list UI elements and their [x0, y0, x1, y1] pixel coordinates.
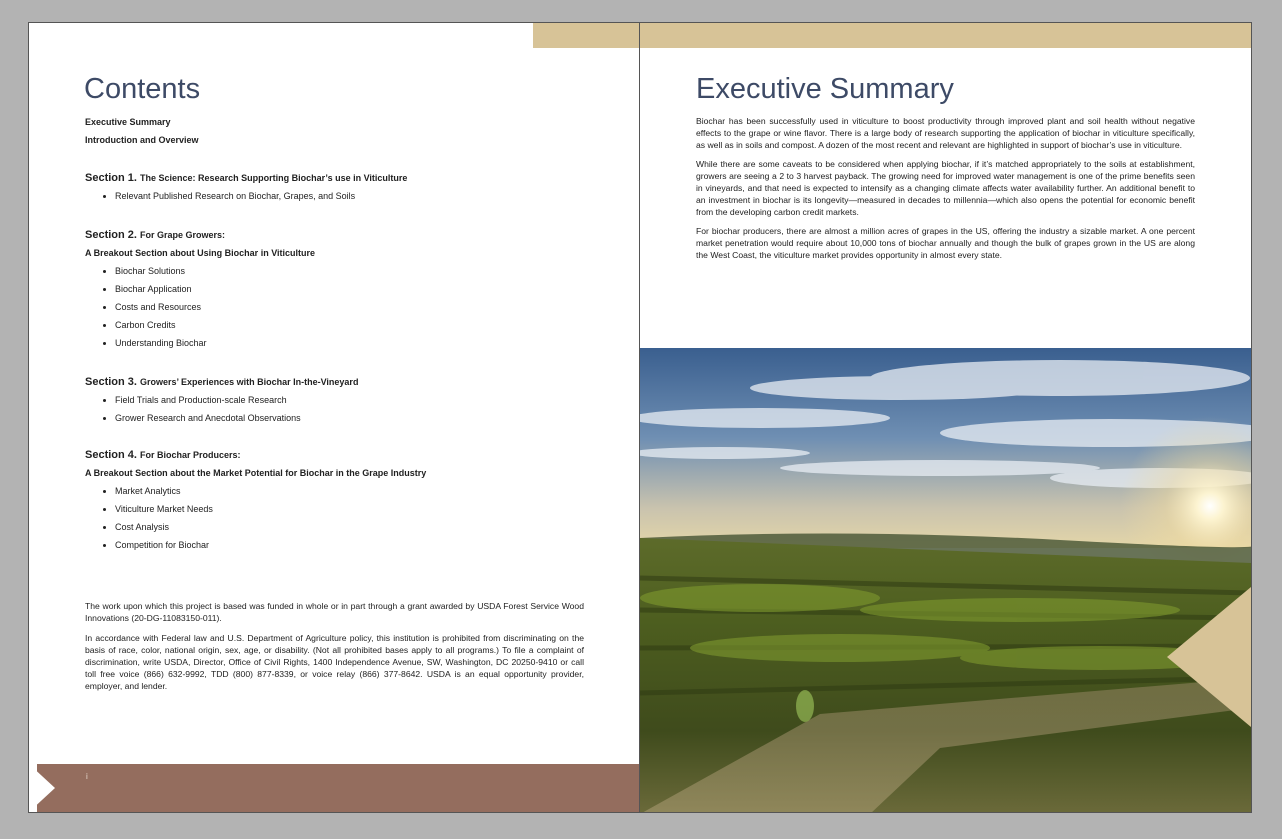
toc-section-2[interactable]: [85, 226, 605, 244]
executive-summary-text: [696, 115, 1195, 268]
executive-summary-title: Executive Summary: [696, 73, 954, 105]
table-of-contents: [85, 113, 605, 554]
section-heading: For Grape Growers:: [140, 230, 226, 240]
section-4-items: [85, 482, 605, 554]
section-heading: For Biochar Producers:: [140, 450, 241, 460]
section-number: Section 2.: [85, 229, 137, 241]
gold-header-bar: [640, 23, 1251, 48]
section-number: Section 3.: [85, 376, 137, 388]
list-item[interactable]: • Grower Research and Anecdotal Observations: [115, 409, 605, 427]
section-heading: Growers’ Experiences with Biochar In-the-Vineyard: [140, 377, 359, 387]
toc-item-introduction[interactable]: Introduction and Overview: [85, 135, 199, 145]
toc-section-1[interactable]: [85, 169, 605, 187]
section-subheading: A Breakout Section about Using Biochar in Viticulture: [85, 248, 316, 258]
list-item[interactable]: • Field Trials and Production-scale Research: [115, 391, 605, 409]
section-heading: The Science: Research Supporting Biochar’s use in Viticulture: [140, 173, 408, 183]
summary-paragraph: While there are some caveats to be considered when applying biochar, if it’s matched appropriately to the soils at establishment, growers are seeing a 2 to 3 harvest payback. The growing need for improved water management is one of the prime benefits seen in vineyards, and that need is expected to intensify as a changing climate affects water availability further. An additional benefit to an investment in biochar is its longevity—measured in decades to millennia—which also opens the potential for economic benefit from the developing carbon credit markets.: [696, 159, 1195, 217]
contents-page: [28, 22, 639, 813]
executive-summary-page: [639, 22, 1252, 813]
section-2-items: [85, 262, 605, 352]
list-item[interactable]: • Viticulture Market Needs: [115, 500, 605, 518]
list-item[interactable]: • Understanding Biochar: [115, 334, 605, 352]
list-item[interactable]: • Biochar Solutions: [115, 262, 605, 280]
section-3-items: [85, 391, 605, 427]
brown-footer-bar: [37, 764, 639, 812]
list-item[interactable]: • Carbon Credits: [115, 316, 605, 334]
toc-section-4[interactable]: [85, 446, 605, 464]
list-item[interactable]: • Costs and Resources: [115, 298, 605, 316]
gold-arrow-shape: [1167, 587, 1251, 727]
toc-item-executive-summary[interactable]: Executive Summary: [85, 117, 171, 127]
toc-section-3[interactable]: [85, 373, 605, 391]
funding-note: The work upon which this project is based was funded in whole or in part through a grant awarded by USDA Forest Service Wood Innovations (20-DG-11083150-011).: [85, 601, 584, 623]
summary-paragraph: For biochar producers, there are almost a million acres of grapes in the US, offering the industry a sizable market. A one percent market penetration would require about 10,000 tons of biochar annually and though the bulk of grapes grown in the US are along the West Coast, the viticulture market provides opportunity in almost every state.: [696, 226, 1195, 260]
list-item[interactable]: • Competition for Biochar: [115, 536, 605, 554]
list-item[interactable]: • Relevant Published Research on Biochar, Grapes, and Soils: [115, 187, 605, 205]
nondiscrimination-statement: In accordance with Federal law and U.S. Department of Agriculture policy, this institution is prohibited from discriminating on the basis of race, color, national origin, sex, age, or disability. (Not all prohibited bases apply to all programs.) To file a complaint of discrimination, write USDA, Director, Office of Civil Rights, 1400 Independence Avenue, SW, Washington, DC 20250-9410 or call toll free voice (866) 632-9992, TDD (800) 877-8339, or voice relay (866) 377-8642. USDA is an equal opportunity provider, employer, and lender.: [85, 633, 584, 691]
contents-title: Contents: [84, 73, 201, 105]
list-item[interactable]: • Biochar Application: [115, 280, 605, 298]
gold-header-bar: [533, 23, 639, 48]
section-subheading: A Breakout Section about the Market Potential for Biochar in the Grape Industry: [85, 468, 427, 478]
footer-arrow-shape: [29, 764, 55, 812]
vineyard-photo: [640, 348, 1251, 813]
page-number: i: [86, 772, 88, 781]
summary-paragraph: Biochar has been successfully used in viticulture to boost productivity through improved plant and soil health without negative effects to the grape or wine flavor. There is a large body of research supporting the application of biochar in viticulture specifically, as well as in soils and compost. A dozen of the most recent and relevant are highlighted in support of biochar’s use in viticulture.: [696, 116, 1195, 150]
list-item[interactable]: • Cost Analysis: [115, 518, 605, 536]
funding-disclaimer: [85, 600, 584, 700]
list-item[interactable]: • Market Analytics: [115, 482, 605, 500]
section-number: Section 1.: [85, 172, 137, 184]
section-1-items: [85, 187, 605, 205]
section-number: Section 4.: [85, 449, 137, 461]
